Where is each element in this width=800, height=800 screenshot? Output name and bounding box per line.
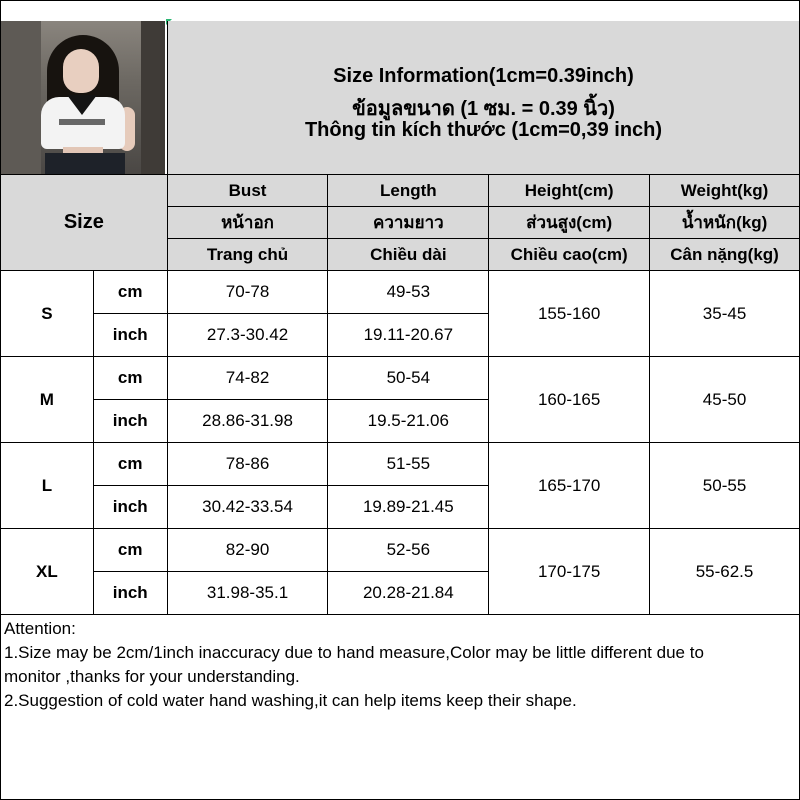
product-photo — [1, 21, 165, 174]
column-header-height-vi: Chiều cao(cm) — [489, 239, 650, 271]
table-row — [1, 529, 800, 572]
size-label: L — [1, 443, 94, 529]
length-cm-value: 52-56 — [328, 529, 489, 572]
unit-label-cm: cm — [93, 529, 167, 572]
unit-label-cm: cm — [93, 443, 167, 486]
bust-inch-value: 31.98-35.1 — [167, 572, 328, 615]
weight-value: 50-55 — [650, 443, 800, 529]
notes-line: 1.Size may be 2cm/1inch inaccuracy due to hand measure,Color may be little different due to — [4, 643, 704, 662]
bust-inch-value: 28.86-31.98 — [167, 400, 328, 443]
bust-cm-value: 74-82 — [167, 357, 328, 400]
column-header-weight-en: Weight(kg) — [650, 175, 800, 207]
bust-cm-value: 82-90 — [167, 529, 328, 572]
attention-notes — [4, 617, 794, 713]
size-table — [0, 174, 800, 615]
length-cm-value: 49-53 — [328, 271, 489, 314]
unit-label-inch: inch — [93, 572, 167, 615]
unit-label-cm: cm — [93, 357, 167, 400]
column-header-weight-th: น้ำหนัก(kg) — [650, 207, 800, 239]
length-inch-value: 19.89-21.45 — [328, 486, 489, 529]
length-cm-value: 50-54 — [328, 357, 489, 400]
unit-label-inch: inch — [93, 486, 167, 529]
unit-label-cm: cm — [93, 271, 167, 314]
size-header: Size — [1, 175, 168, 271]
length-cm-value: 51-55 — [328, 443, 489, 486]
title-english: Size Information(1cm=0.39inch) — [333, 65, 634, 87]
length-inch-value: 20.28-21.84 — [328, 572, 489, 615]
title-vietnamese: Thông tin kích thước (1cm=0,39 inch) — [304, 119, 663, 141]
column-header-bust-th: หน้าอก — [167, 207, 328, 239]
column-header-length-en: Length — [328, 175, 489, 207]
weight-value: 45-50 — [650, 357, 800, 443]
column-header-bust-vi: Trang chủ — [167, 239, 328, 271]
notes-heading: Attention: — [4, 619, 76, 638]
height-value: 170-175 — [489, 529, 650, 615]
weight-value: 55-62.5 — [650, 529, 800, 615]
height-value: 160-165 — [489, 357, 650, 443]
length-inch-value: 19.5-21.06 — [328, 400, 489, 443]
column-header-length-th: ความยาว — [328, 207, 489, 239]
unit-label-inch: inch — [93, 314, 167, 357]
table-row — [1, 357, 800, 400]
unit-label-inch: inch — [93, 400, 167, 443]
table-row — [1, 271, 800, 314]
height-value: 155-160 — [489, 271, 650, 357]
bust-inch-value: 27.3-30.42 — [167, 314, 328, 357]
size-label: M — [1, 357, 94, 443]
title-box — [167, 21, 799, 174]
column-header-weight-vi: Cân nặng(kg) — [650, 239, 800, 271]
height-value: 165-170 — [489, 443, 650, 529]
column-header-height-th: ส่วนสูง(cm) — [489, 207, 650, 239]
bust-inch-value: 30.42-33.54 — [167, 486, 328, 529]
column-header-length-vi: Chiều dài — [328, 239, 489, 271]
column-header-height-en: Height(cm) — [489, 175, 650, 207]
bust-cm-value: 70-78 — [167, 271, 328, 314]
bust-cm-value: 78-86 — [167, 443, 328, 486]
size-label: S — [1, 271, 94, 357]
notes-line: monitor ,thanks for your understanding. — [4, 667, 300, 686]
title-thai: ข้อมูลขนาด (1 ซม. = 0.39 นิ้ว) — [352, 98, 615, 120]
weight-value: 35-45 — [650, 271, 800, 357]
notes-line: 2.Suggestion of cold water hand washing,it can help items keep their shape. — [4, 691, 577, 710]
column-header-bust-en: Bust — [167, 175, 328, 207]
length-inch-value: 19.11-20.67 — [328, 314, 489, 357]
table-row — [1, 443, 800, 486]
size-label: XL — [1, 529, 94, 615]
